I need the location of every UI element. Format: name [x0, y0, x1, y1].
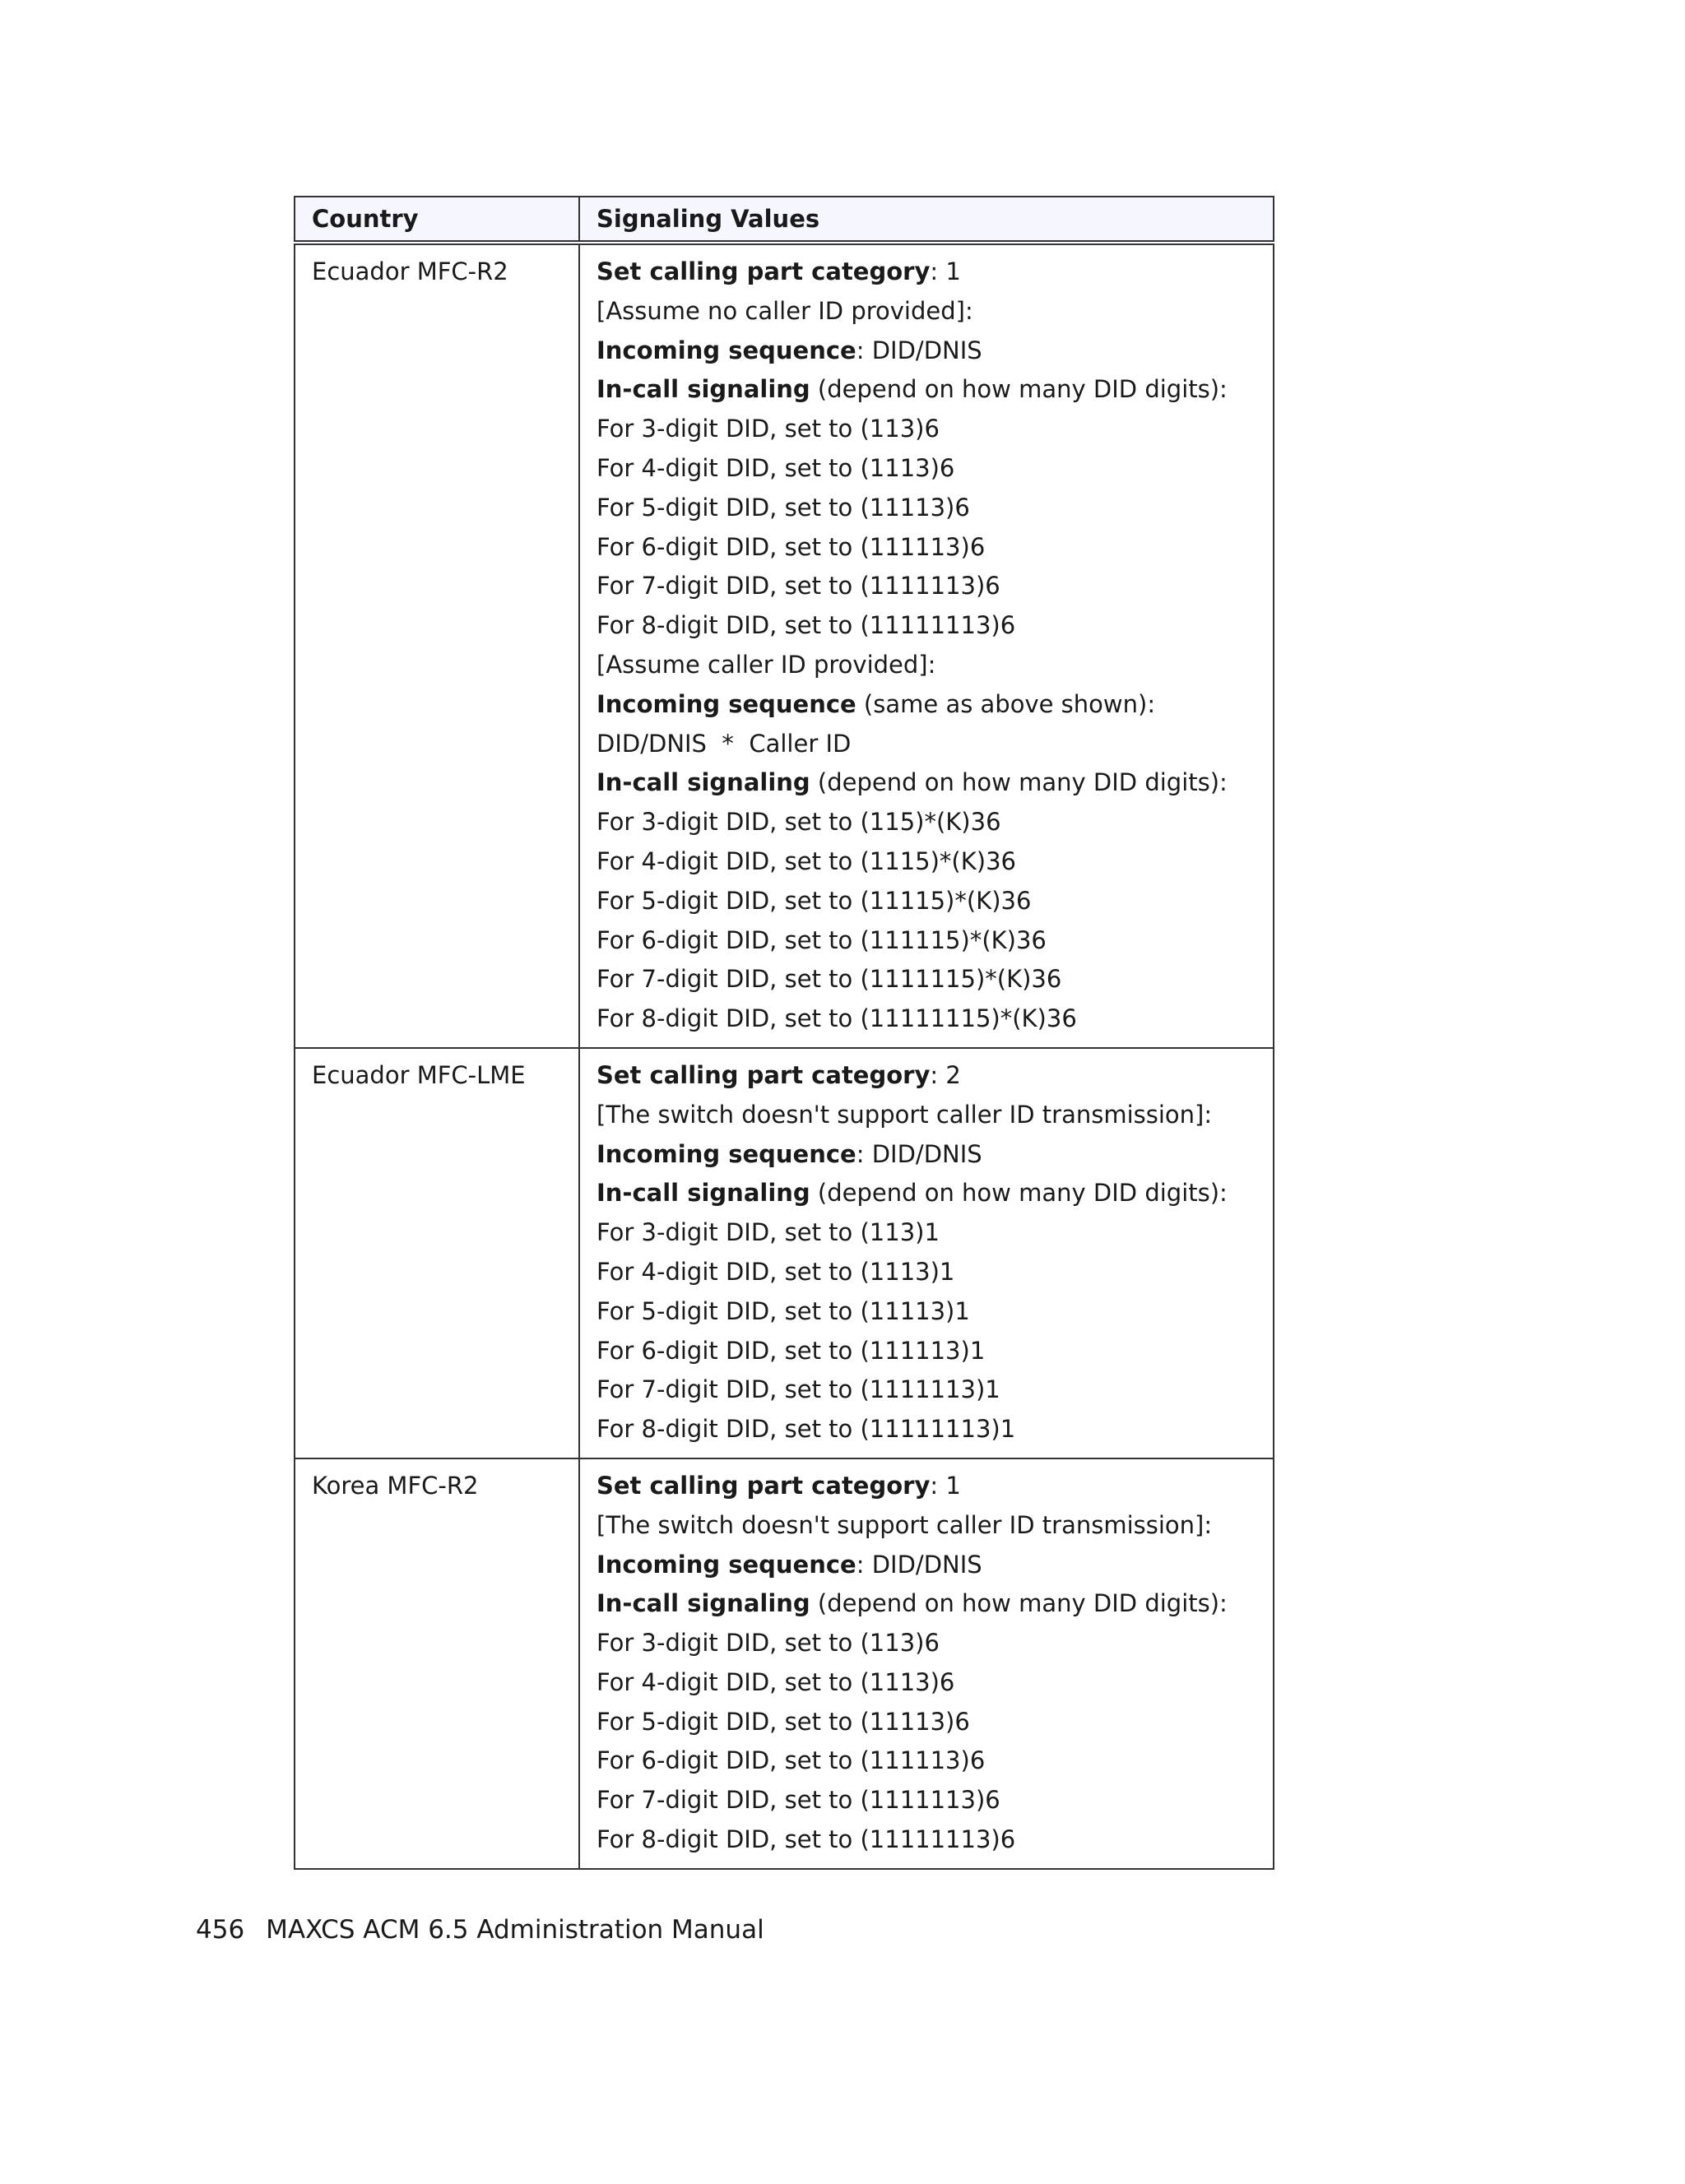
signaling-line — [596, 332, 1256, 371]
signaling-line — [596, 1741, 1256, 1781]
signaling-line — [596, 253, 1256, 292]
signaling-line — [596, 489, 1256, 528]
signaling-line — [596, 999, 1256, 1039]
signaling-text: For 5-digit DID, set to (11113)6 — [596, 1707, 970, 1736]
signaling-values-cell — [579, 1458, 1274, 1869]
signaling-text: For 3-digit DID, set to (115)*(K)36 — [596, 808, 1001, 837]
manual-title: MAXCS ACM 6.5 Administration Manual — [266, 1915, 764, 1945]
table-header-row — [295, 197, 1274, 243]
signaling-line — [596, 763, 1256, 803]
signaling-line — [596, 1584, 1256, 1624]
signaling-text: (depend on how many DID digits): — [810, 768, 1228, 797]
signaling-text: For 6-digit DID, set to (111113)6 — [596, 1746, 986, 1775]
signaling-text: For 3-digit DID, set to (113)6 — [596, 415, 940, 443]
signaling-text: For 7-digit DID, set to (1111113)6 — [596, 572, 1000, 600]
signaling-text: : DID/DNIS — [856, 336, 982, 364]
signaling-text: [Assume caller ID provided]: — [596, 650, 936, 679]
signaling-text: DID/DNIS * Caller ID — [596, 729, 852, 758]
signaling-term: Incoming sequence — [596, 689, 856, 718]
signaling-line — [596, 410, 1256, 449]
signaling-term: Set calling part category — [596, 1060, 931, 1089]
signaling-text: For 4-digit DID, set to (1115)*(K)36 — [596, 846, 1016, 875]
signaling-line — [596, 646, 1256, 685]
signaling-line — [596, 449, 1256, 489]
signaling-line — [596, 803, 1256, 842]
signaling-line — [596, 1370, 1256, 1410]
signaling-text: : DID/DNIS — [856, 1550, 982, 1579]
signaling-text: [The switch doesn't support caller ID transmission]: — [596, 1510, 1213, 1539]
signaling-line — [596, 1663, 1256, 1703]
signaling-term: Incoming sequence — [596, 1550, 856, 1579]
signaling-line — [596, 685, 1256, 725]
signaling-values-cell — [579, 243, 1274, 1048]
signaling-text: For 8-digit DID, set to (11111113)6 — [596, 611, 1016, 640]
signaling-text: For 4-digit DID, set to (1113)6 — [596, 1667, 955, 1696]
signaling-line — [596, 960, 1256, 999]
signaling-text: For 4-digit DID, set to (1113)1 — [596, 1257, 955, 1286]
signaling-line — [596, 1332, 1256, 1371]
signaling-line — [596, 1546, 1256, 1585]
signaling-line — [596, 1506, 1256, 1546]
signaling-line — [596, 1253, 1256, 1292]
signaling-text: (same as above shown): — [856, 689, 1156, 718]
signaling-text: For 3-digit DID, set to (113)6 — [596, 1629, 940, 1658]
table-row — [295, 1048, 1274, 1458]
table-row — [295, 1458, 1274, 1869]
signaling-text: For 6-digit DID, set to (111113)6 — [596, 532, 986, 561]
signaling-line — [596, 1292, 1256, 1332]
signaling-line — [596, 1174, 1256, 1213]
signaling-term: In-call signaling — [596, 1589, 810, 1618]
signaling-text: For 8-digit DID, set to (11111113)6 — [596, 1825, 1016, 1854]
country-cell: Korea MFC-R2 — [295, 1458, 579, 1869]
signaling-text: For 6-digit DID, set to (111113)1 — [596, 1336, 986, 1365]
signaling-line — [596, 292, 1256, 332]
signaling-line — [596, 882, 1256, 921]
signaling-line — [596, 1820, 1256, 1860]
signaling-term: Set calling part category — [596, 257, 931, 285]
signaling-line — [596, 528, 1256, 568]
signaling-term: Incoming sequence — [596, 336, 856, 364]
signaling-line — [596, 1096, 1256, 1135]
signaling-line — [596, 1213, 1256, 1253]
signaling-line — [596, 1056, 1256, 1096]
signaling-text: For 5-digit DID, set to (11113)6 — [596, 493, 970, 522]
country-cell: Ecuador MFC-LME — [295, 1048, 579, 1458]
signaling-term: In-call signaling — [596, 1179, 810, 1208]
signaling-text: For 4-digit DID, set to (1113)6 — [596, 453, 955, 482]
table-row — [295, 243, 1274, 1048]
header-country: Country — [295, 197, 579, 243]
signaling-text: For 8-digit DID, set to (11111115)*(K)36 — [596, 1004, 1077, 1033]
signaling-term: In-call signaling — [596, 768, 810, 797]
signaling-text: (depend on how many DID digits): — [810, 1179, 1228, 1208]
signaling-line — [596, 725, 1256, 764]
signaling-line — [596, 370, 1256, 410]
signaling-text: For 6-digit DID, set to (111115)*(K)36 — [596, 925, 1047, 954]
signaling-text: For 5-digit DID, set to (11113)1 — [596, 1296, 970, 1325]
signaling-text: For 7-digit DID, set to (1111113)6 — [596, 1786, 1000, 1815]
signaling-line — [596, 1410, 1256, 1449]
signaling-text: : 1 — [930, 1471, 961, 1500]
signaling-text: For 5-digit DID, set to (11115)*(K)36 — [596, 886, 1032, 915]
signaling-term: Incoming sequence — [596, 1139, 856, 1168]
signaling-line — [596, 1135, 1256, 1175]
signaling-values-cell — [579, 1048, 1274, 1458]
signaling-text: [The switch doesn't support caller ID transmission]: — [596, 1100, 1213, 1129]
signaling-text: (depend on how many DID digits): — [810, 375, 1228, 404]
signaling-term: Set calling part category — [596, 1471, 931, 1500]
table-body — [295, 243, 1274, 1869]
signaling-text: For 7-digit DID, set to (1111115)*(K)36 — [596, 965, 1062, 994]
signaling-text: For 8-digit DID, set to (11111113)1 — [596, 1415, 1016, 1444]
signaling-line — [596, 606, 1256, 646]
signaling-line — [596, 1703, 1256, 1742]
signaling-text: For 7-digit DID, set to (1111113)1 — [596, 1375, 1000, 1404]
signaling-text: : 2 — [930, 1060, 961, 1089]
signaling-text: [Assume no caller ID provided]: — [596, 296, 973, 325]
signaling-line — [596, 1781, 1256, 1820]
header-signaling-values: Signaling Values — [579, 197, 1274, 243]
signaling-line — [596, 567, 1256, 606]
signaling-term: In-call signaling — [596, 375, 810, 404]
signaling-line — [596, 1624, 1256, 1663]
page-footer — [196, 1915, 764, 1945]
page-number: 456 — [196, 1915, 245, 1945]
signaling-line — [596, 1467, 1256, 1506]
signaling-text: (depend on how many DID digits): — [810, 1589, 1228, 1618]
signaling-values-table — [294, 196, 1274, 1870]
country-cell: Ecuador MFC-R2 — [295, 243, 579, 1048]
signaling-text: For 3-digit DID, set to (113)1 — [596, 1218, 940, 1247]
signaling-text: : 1 — [930, 257, 961, 285]
signaling-line — [596, 842, 1256, 882]
signaling-line — [596, 921, 1256, 961]
signaling-text: : DID/DNIS — [856, 1139, 982, 1168]
